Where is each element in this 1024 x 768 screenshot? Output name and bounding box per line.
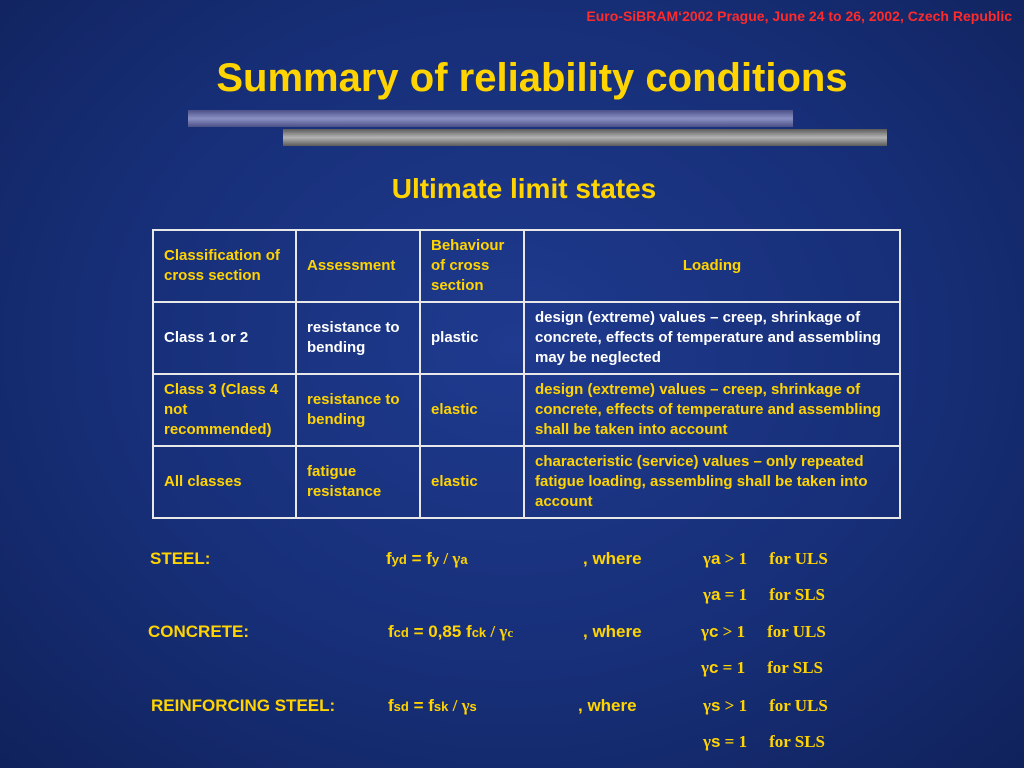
steel-where: , where [583,549,642,568]
reinforcing-steel-condition-sls: γs = 1 for SLS [703,732,826,751]
cell-loading: characteristic (service) values – only repeated fatigue loading, assembling shall be taken into account [524,446,900,518]
conference-note: Euro-SiBRAM‘2002 Prague, June 24 to 26, 2002, Czech Republic [586,8,1012,24]
decorative-bar-bottom [283,129,887,146]
slide-title: Summary of reliability conditions [216,56,848,100]
reliability-table [152,229,901,519]
cell-assessment: resistance to bending [296,302,420,374]
decorative-bar-top [188,110,793,127]
reinforcing-steel-formula: fsd = fsk / γs [388,696,477,715]
concrete-condition-uls: γc > 1 for ULS [701,622,826,641]
table-row [153,446,900,518]
header-assessment: Assessment [296,230,420,302]
reinforcing-steel-label: REINFORCING STEEL: [151,696,336,715]
concrete-condition-sls: γc = 1 for SLS [701,658,824,677]
concrete-where: , where [583,622,642,641]
cell-assessment: resistance to bending [296,374,420,446]
cell-loading: design (extreme) values – creep, shrinkage of concrete, effects of temperature and assembling shall be taken into account [524,374,900,446]
steel-condition-uls: γa > 1 for ULS [703,549,828,568]
header-classification: Classification of cross section [153,230,296,302]
header-loading: Loading [524,230,900,302]
slide-subtitle: Ultimate limit states [391,173,657,204]
reinforcing-steel-where: , where [578,696,637,715]
cell-classification: Class 3 (Class 4 not recommended) [153,374,296,446]
cell-loading: design (extreme) values – creep, shrinkage of concrete, effects of temperature and assembling may be neglected [524,302,900,374]
concrete-label: CONCRETE: [148,622,250,641]
table-row [153,302,900,374]
cell-classification: All classes [153,446,296,518]
steel-label: STEEL: [150,549,211,568]
header-behaviour: Behaviour of cross section [420,230,524,302]
cell-behaviour: elastic [420,374,524,446]
cell-classification: Class 1 or 2 [153,302,296,374]
steel-formula: fyd = fy / γa [386,549,468,568]
steel-condition-sls: γa = 1 for SLS [703,585,826,604]
cell-assessment: fatigue resistance [296,446,420,518]
cell-behaviour: elastic [420,446,524,518]
table-header-row [153,230,900,302]
cell-behaviour: plastic [420,302,524,374]
concrete-formula: fcd = 0,85 fck / γc [388,622,514,641]
reinforcing-steel-condition-uls: γs > 1 for ULS [703,696,828,715]
table-row [153,374,900,446]
